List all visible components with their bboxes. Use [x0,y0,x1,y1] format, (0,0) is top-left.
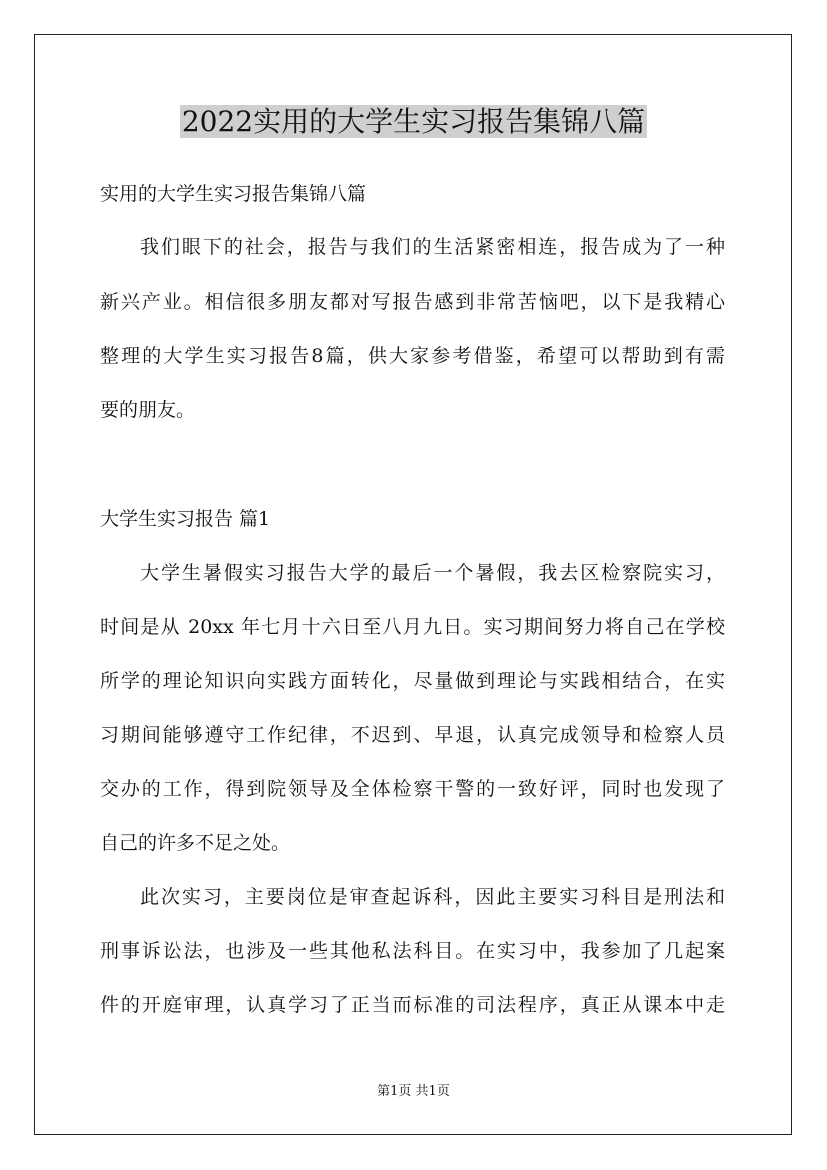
paragraph-2-line-2: 刑事诉讼法，也涉及一些其他私法科目。在实习中，我参加了几起案 [100,940,725,962]
paragraph-2-line-1: 此次实习，主要岗位是审查起诉科，因此主要实习科目是刑法和 [140,886,725,908]
intro-line-2: 新兴产业。相信很多朋友都对写报告感到非常苦恼吧，以下是我精心 [100,291,725,313]
paragraph-1-line-2: 时间是从 20xx 年七月十六日至八月九日。实习期间努力将自己在学校 [100,616,725,638]
paragraph-1-line-3: 所学的理论知识向实践方面转化，尽量做到理论与实践相结合，在实 [100,670,725,692]
document-title-text: 2022实用的大学生实习报告集锦八篇 [181,105,646,138]
intro-line-4: 要的朋友。 [100,399,196,421]
paragraph-2-line-3: 件的开庭审理，认真学习了正当而标准的司法程序，真正从课本中走 [100,994,725,1016]
document-title [0,102,827,142]
paragraph-1-line-6: 自己的许多不足之处。 [100,832,291,854]
document-subtitle: 实用的大学生实习报告集锦八篇 [100,183,367,205]
section-heading: 大学生实习报告 篇1 [100,508,271,530]
intro-line-1: 我们眼下的社会，报告与我们的生活紧密相连，报告成为了一种 [140,236,725,258]
intro-line-3: 整理的大学生实习报告8篇，供大家参考借鉴，希望可以帮助到有需 [100,345,725,367]
paragraph-1-line-1: 大学生暑假实习报告大学的最后一个暑假，我去区检察院实习， [140,562,725,584]
paragraph-1-line-4: 习期间能够遵守工作纪律，不迟到、早退，认真完成领导和检察人员 [100,724,725,746]
page-footer: 第1页 共1页 [377,1084,450,1099]
paragraph-1-line-5: 交办的工作，得到院领导及全体检察干警的一致好评，同时也发现了 [100,778,725,800]
